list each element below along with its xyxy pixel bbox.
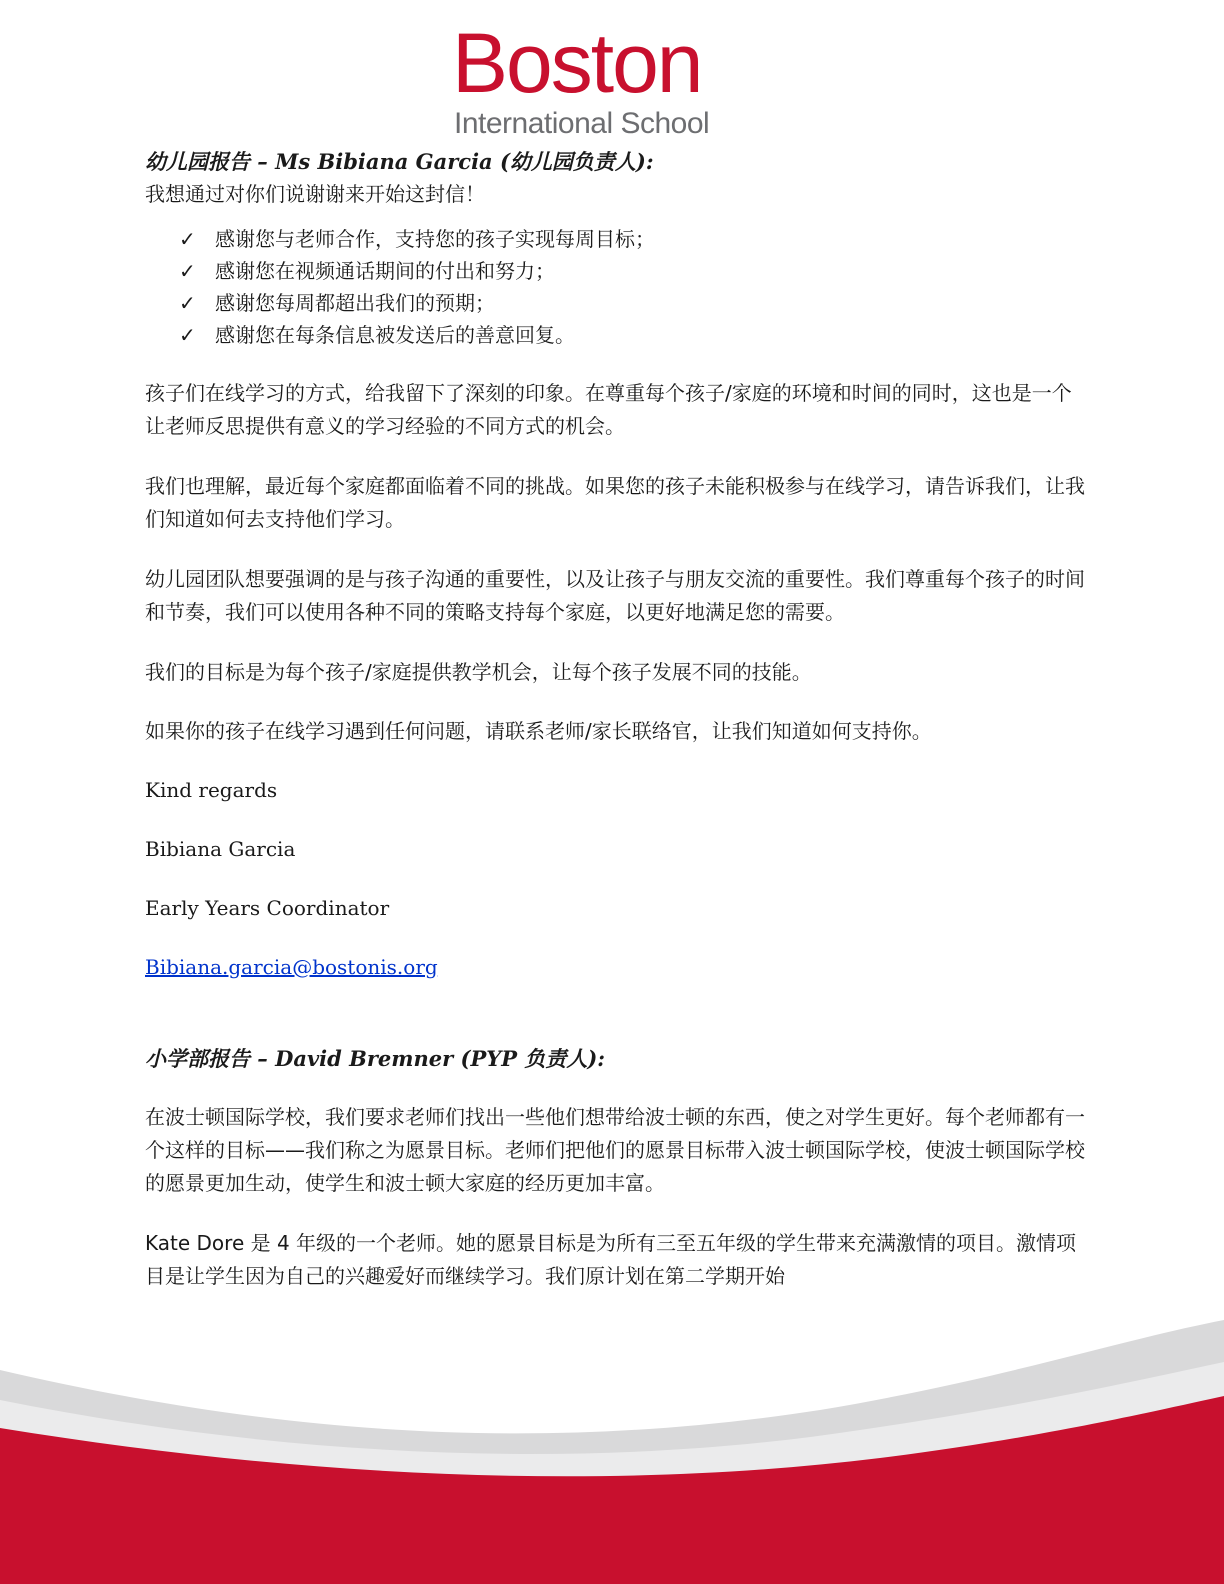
- signer-title: Early Years Coordinator: [145, 896, 390, 920]
- list-item-text: 感谢您在视频通话期间的付出和努力；: [215, 259, 555, 283]
- list-item-text: 感谢您每周都超出我们的预期；: [215, 291, 495, 315]
- closing-text: Kind regards: [145, 778, 278, 802]
- logo-wordmark: Boston: [452, 16, 702, 110]
- intro-text: 我想通过对你们说谢谢来开始这封信！: [145, 182, 485, 206]
- check-icon: ✓: [179, 323, 196, 347]
- paragraph: 幼儿园团队想要强调的是与孩子沟通的重要性，以及让孩子与朋友交流的重要性。我们尊重每个孩子的时间和节奏，我们可以使用各种不同的策略支持每个家庭，以更好地满足您的需要。: [145, 567, 1085, 624]
- list-item: [145, 223, 1085, 255]
- thanks-list: [145, 223, 1085, 351]
- list-item-text: 感谢您在每条信息被发送后的善意回复。: [215, 323, 575, 347]
- check-icon: ✓: [179, 227, 196, 251]
- list-item: [145, 287, 1085, 319]
- signer-name: Bibiana Garcia: [145, 837, 296, 861]
- letter-body: [145, 146, 1085, 1293]
- check-icon: ✓: [179, 291, 196, 315]
- paragraph: Kate Dore 是 4 年级的一个老师。她的愿景目标是为所有三至五年级的学生带来充满激情的项目。激情项目是让学生因为自己的兴趣爱好而继续学习。我们原计划在第二学期开始: [145, 1231, 1077, 1288]
- primary-report-heading: 小学部报告 – David Bremner (PYP 负责人):: [145, 1046, 606, 1071]
- list-item: [145, 319, 1085, 351]
- paragraph: 我们也理解，最近每个家庭都面临着不同的挑战。如果您的孩子未能积极参与在线学习，请告诉我们，让我们知道如何去支持他们学习。: [145, 474, 1085, 531]
- paragraph: 我们的目标是为每个孩子/家庭提供教学机会，让每个孩子发展不同的技能。: [145, 660, 812, 684]
- school-logo: [452, 18, 752, 144]
- list-item-text: 感谢您与老师合作，支持您的孩子实现每周目标；: [215, 227, 655, 251]
- paragraph: 如果你的孩子在线学习遇到任何问题，请联系老师/家长联络官，让我们知道如何支持你。: [145, 719, 932, 743]
- list-item: [145, 255, 1085, 287]
- check-icon: ✓: [179, 259, 196, 283]
- kindergarten-report-heading: 幼儿园报告 – Ms Bibiana Garcia (幼儿园负责人):: [145, 149, 654, 174]
- logo-subtitle: International School: [454, 107, 710, 140]
- email-link[interactable]: Bibiana.garcia@bostonis.org: [145, 955, 438, 979]
- paragraph: 孩子们在线学习的方式，给我留下了深刻的印象。在尊重每个孩子/家庭的环境和时间的同时，这也是一个让老师反思提供有意义的学习经验的不同方式的机会。: [145, 381, 1072, 438]
- footer-wave-decoration: [0, 1300, 1224, 1584]
- paragraph: 在波士顿国际学校，我们要求老师们找出一些他们想带给波士顿的东西，使之对学生更好。每个老师都有一个这样的目标——我们称之为愿景目标。老师们把他们的愿景目标带入波士顿国际学校，使波士顿国际学校的愿景更加生动，使学生和波士顿大家庭的经历更加丰富。: [145, 1105, 1085, 1195]
